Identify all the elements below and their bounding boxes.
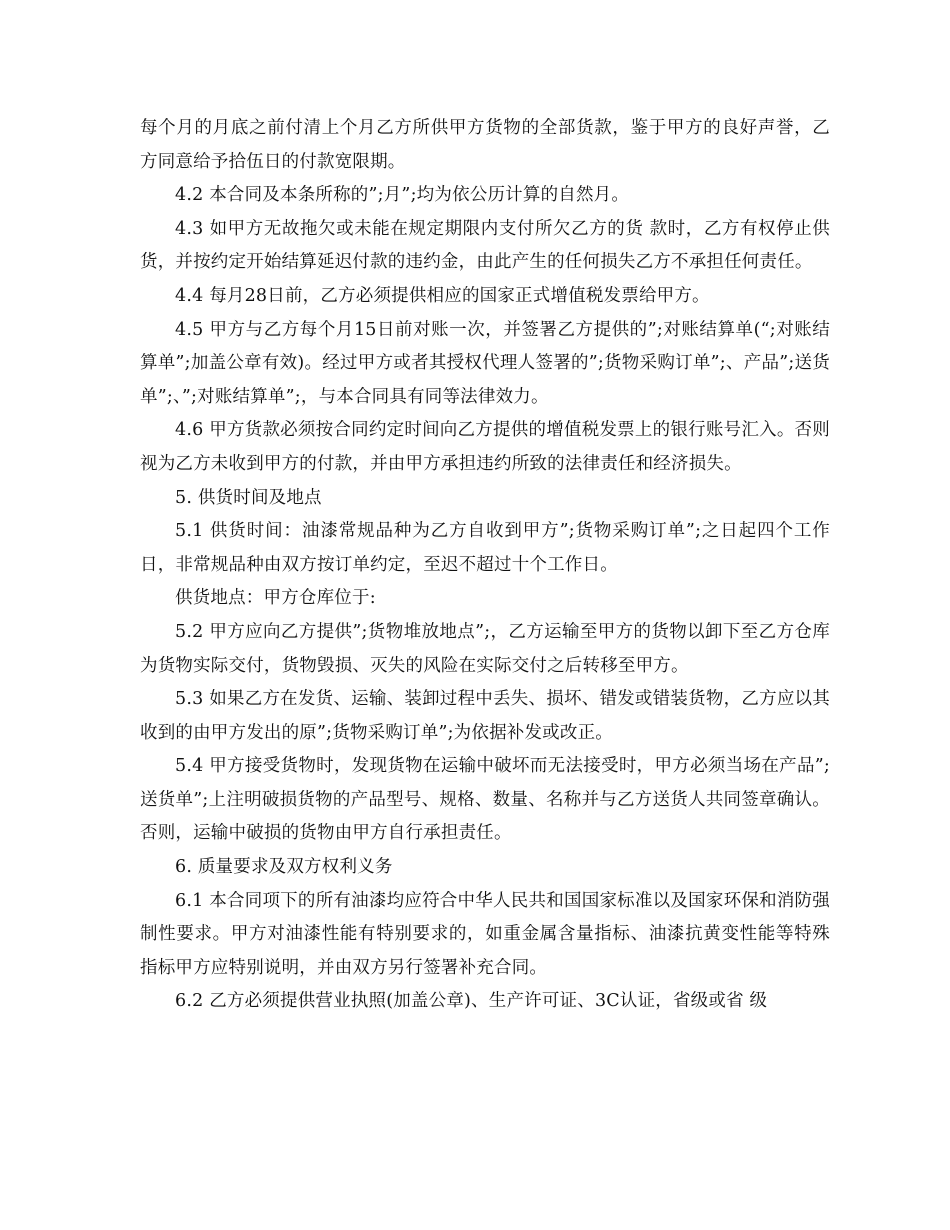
paragraph-6-2: 6.2 乙方必须提供营业执照(加盖公章)、生产许可证、3C认证，省级或省 级 — [175, 991, 768, 1012]
paragraph-4-4: 4.4 每月28日前，乙方必须提供相应的国家正式增值税发票给甲方。 — [175, 285, 710, 306]
section-heading-5: 5. 供货时间及地点 — [175, 487, 322, 508]
paragraph-5-1: 5.1 供货时间：油漆常规品种为乙方自收到甲方”;货物采购订单”;之日起四个工作日，非常规品种由双方按订单约定，至迟不超过十个工作日。 — [140, 521, 830, 575]
paragraph-6-1: 6.1 本合同项下的所有油漆均应符合中华人民共和国国家标准以及国家环保和消防强制性要求。甲方对油漆性能有特别要求的，如重金属含量指标、油漆抗黄变性能等特殊指标甲方应特别说明，并由双方另行签署补充合同。 — [140, 890, 830, 978]
paragraph-5-2: 5.2 甲方应向乙方提供”;货物堆放地点”;，乙方运输至甲方的货物以卸下至乙方仓库为货物实际交付，货物毁损、灭失的风险在实际交付之后转移至甲方。 — [140, 621, 830, 676]
paragraph-4-3: 4.3 如甲方无故拖欠或未能在规定期限内支付所欠乙方的货 款时，乙方有权停止供货，并按约定开始结算延迟付款的违约金，由此产生的任何损失乙方不承担任何责任。 — [140, 218, 830, 273]
document-body — [140, 112, 830, 1019]
paragraph-5-4: 5.4 甲方接受货物时，发现货物在运输中破坏而无法接受时，甲方必须当场在产品”;送货单”;上注明破损货物的产品型号、规格、数量、名称并与乙方送货人共同签章确认。否则，运输中破损的货物由甲方自行承担责任。 — [140, 756, 830, 844]
paragraph-4-2: 4.2 本合同及本条所称的”;月”;均为依公历计算的自然月。 — [175, 185, 630, 206]
paragraph-payment-deadline: 每个月的月底之前付清上个月乙方所供甲方货物的全部货款，鉴于甲方的良好声誉，乙方同意给予拾伍日的付款宽限期。 — [140, 118, 830, 172]
paragraph-supply-location: 供货地点：甲方仓库位于: — [175, 588, 376, 609]
paragraph-5-3: 5.3 如果乙方在发货、运输、装卸过程中丢失、损坏、错发或错装货物，乙方应以其收到的由甲方发出的原”;货物采购订单”;为依据补发或改正。 — [140, 689, 830, 743]
section-heading-6: 6. 质量要求及双方权利义务 — [175, 857, 393, 878]
paragraph-4-5: 4.5 甲方与乙方每个月15日前对账一次，并签署乙方提供的”;对账结算单(“;对账结算单”;加盖公章有效)。经过甲方或者其授权代理人签署的”;货物采购订单”;、产品”;送货单”;、”;对账结算单”;，与本合同具有同等法律效力。 — [140, 319, 830, 407]
paragraph-4-6: 4.6 甲方货款必须按合同约定时间向乙方提供的增值税发票上的银行账号汇入。否则视为乙方未收到甲方的付款，并由甲方承担违约所致的法律责任和经济损失。 — [140, 420, 830, 474]
